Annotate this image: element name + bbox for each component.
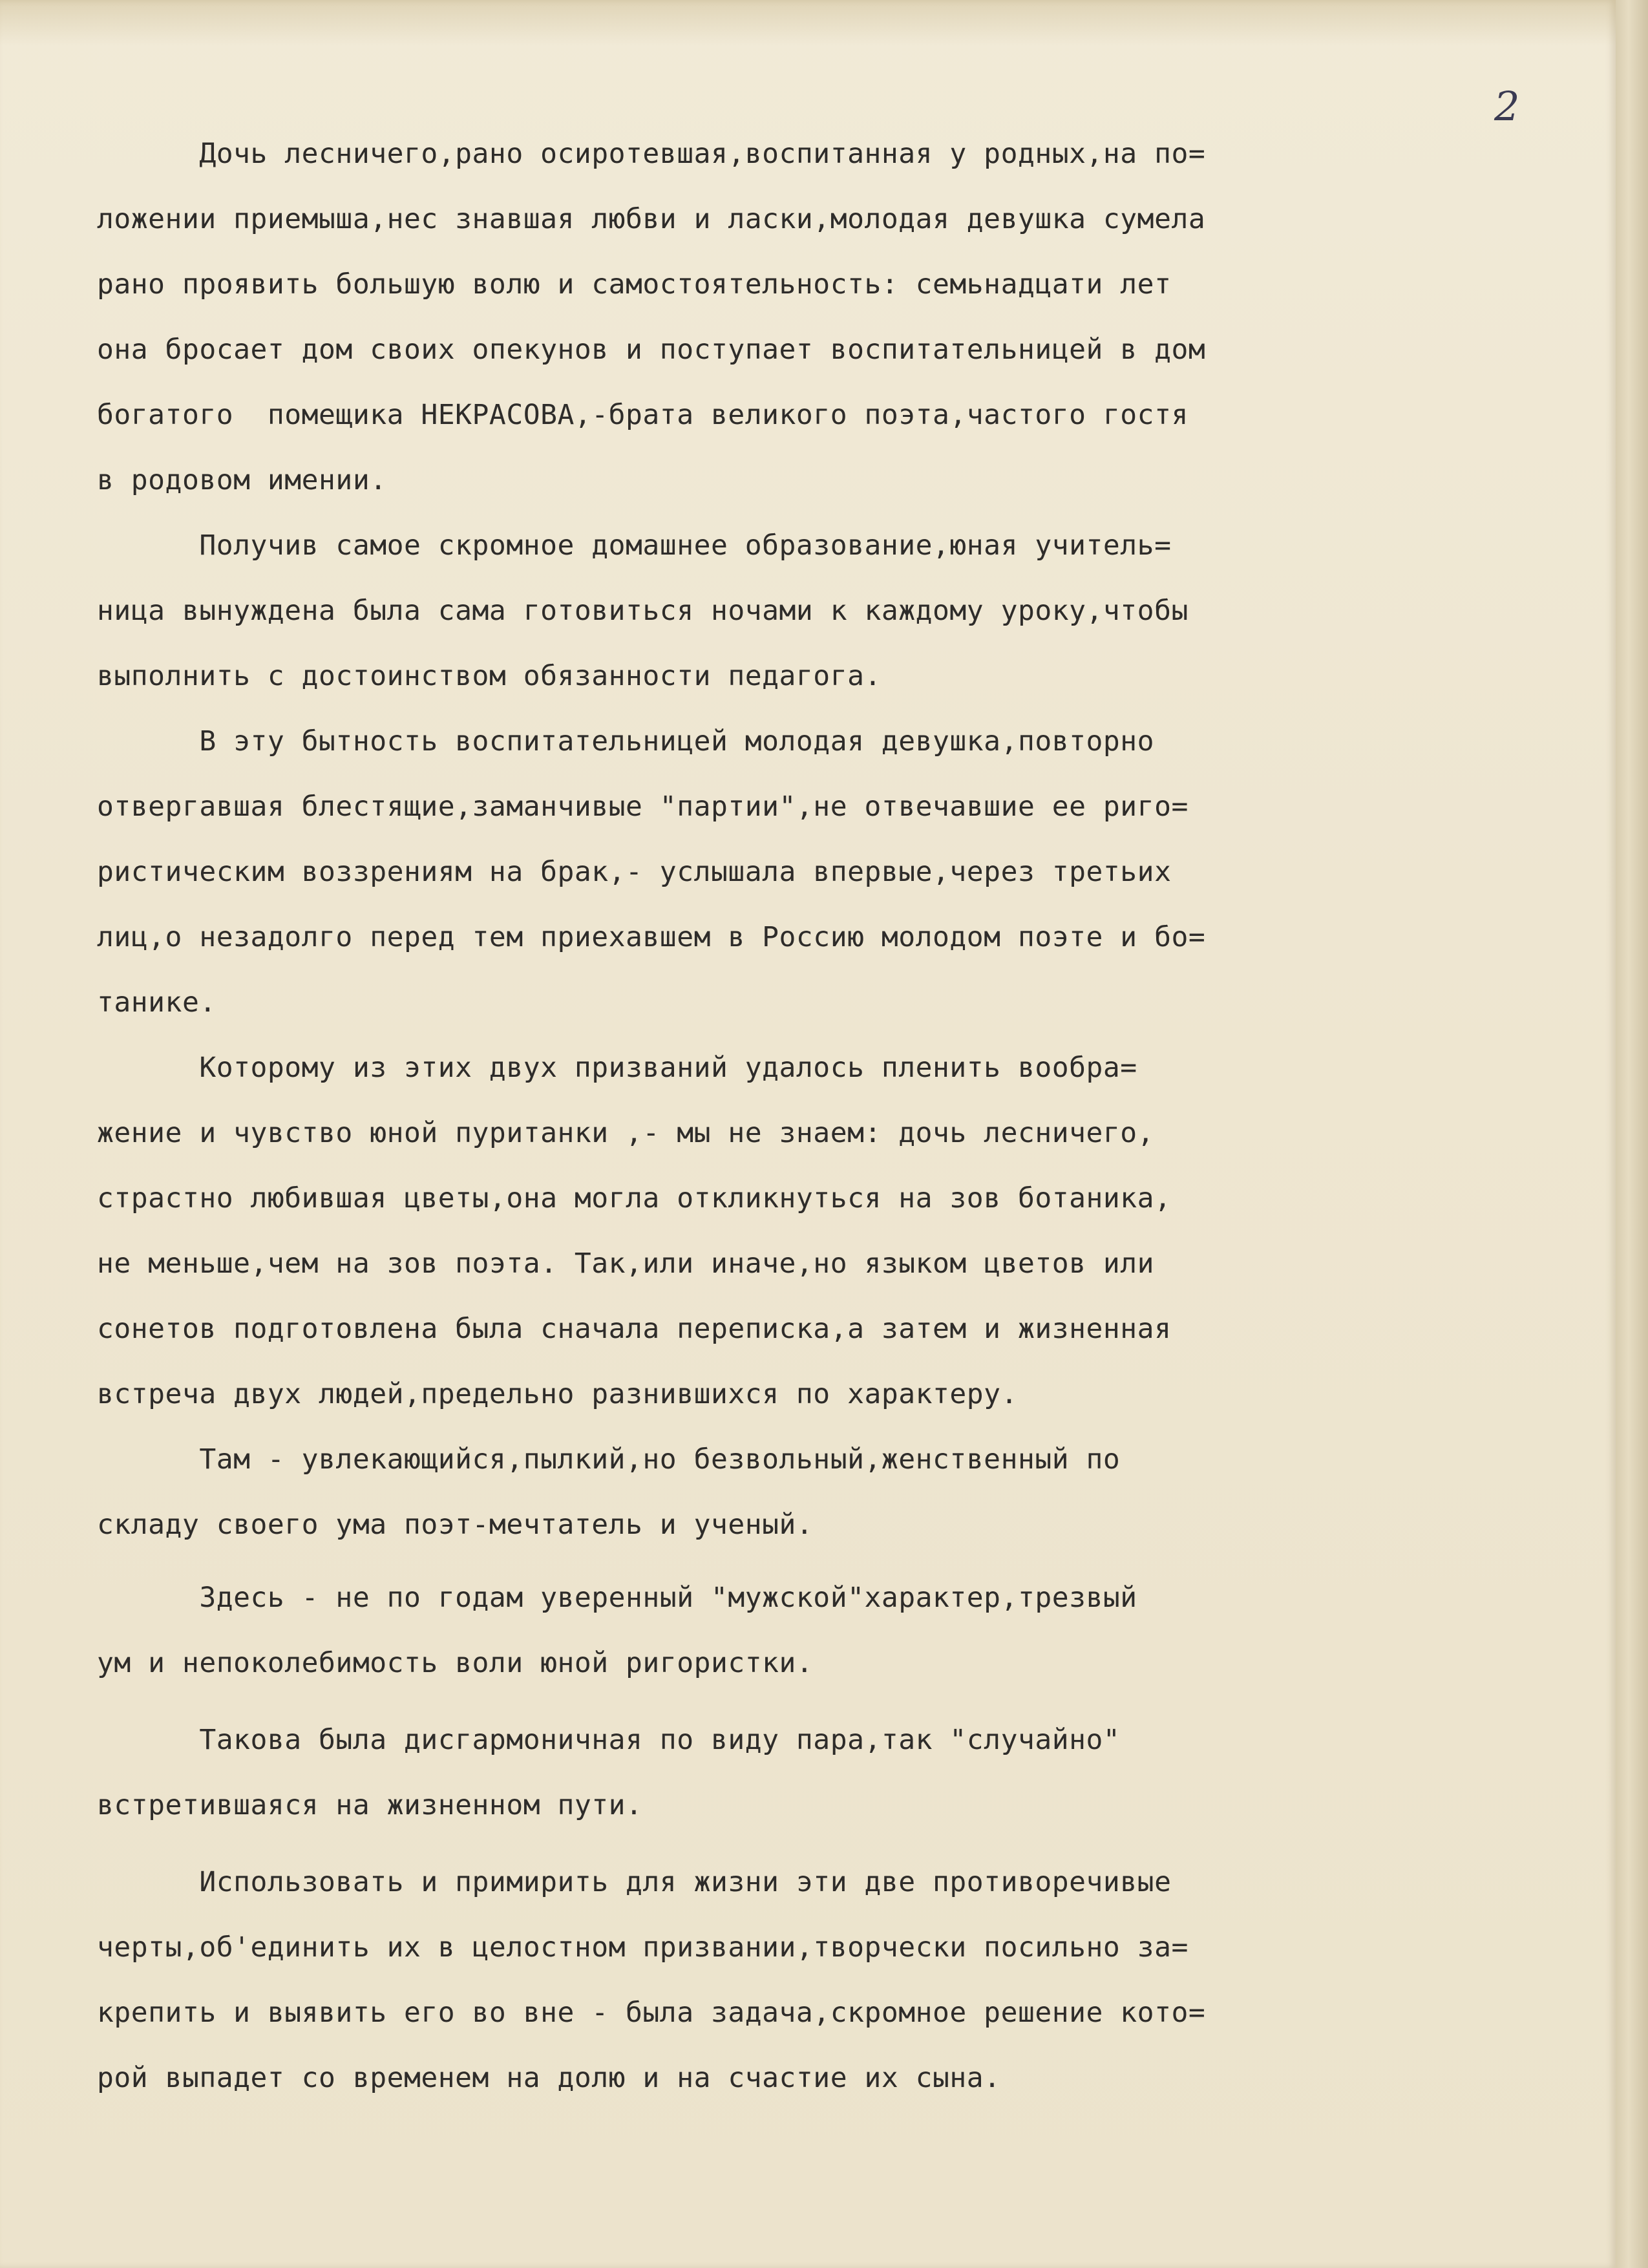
text-line: ница вынуждена была сама готовиться ночами к каждому уроку,чтобы: [97, 595, 1188, 627]
text-line: жение и чувство юной пуританки ,- мы не знаем: дочь лесничего,: [97, 1117, 1155, 1149]
paper-stain: [0, 0, 1616, 45]
text-line: рано проявить большую волю и самостоятельность: семьнадцати лет: [97, 268, 1172, 301]
text-line: Дочь лесничего,рано осиротевшая,воспитанная у родных,на по=: [97, 138, 1206, 170]
paragraph-gap: [97, 1838, 1558, 1850]
text-line: Использовать и примирить для жизни эти две противоречивые: [97, 1866, 1172, 1898]
typewritten-text: [97, 122, 1558, 2111]
text-line: выполнить с достоинством обязанности педагога.: [97, 660, 882, 692]
text-line: страстно любившая цветы,она могла откликнуться на зов ботаника,: [97, 1182, 1172, 1214]
text-line: складу своего ума поэт-мечтатель и ученый.: [97, 1509, 814, 1541]
text-line: богатого помещика НЕКРАСОВА,-брата великого поэта,частого гостя: [97, 399, 1188, 431]
text-line: рой выпадет со временем на долю и на счастие их сына.: [97, 2062, 1001, 2094]
page-number: 2: [1494, 83, 1520, 130]
text-line: в родовом имении.: [97, 464, 387, 496]
text-line: В эту бытность воспитательницей молодая девушка,повторно: [97, 725, 1155, 758]
text-line: лиц,о незадолго перед тем приехавшем в Россию молодом поэте и бо=: [97, 921, 1206, 953]
text-line: она бросает дом своих опекунов и поступает воспитательницей в дом: [97, 334, 1206, 366]
text-line: сонетов подготовлена была сначала переписка,а затем и жизненная: [97, 1313, 1172, 1345]
text-line: ложении приемыша,нес знавшая любви и ласки,молодая девушка сумела: [97, 203, 1206, 235]
text-line: Такова была дисгармоничная по виду пара,так "случайно": [97, 1724, 1121, 1756]
text-line: встреча двух людей,предельно разнившихся по характеру.: [97, 1378, 1018, 1410]
paper-edge: [1616, 0, 1648, 2268]
text-line: Получив самое скромное домашнее образование,юная учитель=: [97, 529, 1172, 562]
text-line: отвергавшая блестящие,заманчивые "партии",не отвечавшие ее риго=: [97, 790, 1188, 823]
text-line: не меньше,чем на зов поэта. Так,или иначе,но языком цветов или: [97, 1247, 1155, 1280]
text-line: крепить и выявить его во вне - была задача,скромное решение кото=: [97, 1997, 1206, 2029]
paragraph-gap: [97, 1558, 1558, 1565]
text-line: Там - увлекающийся,пылкий,но безвольный,женственный по: [97, 1443, 1121, 1476]
text-line: ум и непоколебимость воли юной ригористки.: [97, 1647, 814, 1679]
text-line: черты,об'единить их в целостном призвании,творчески посильно за=: [97, 1931, 1188, 1964]
text-line: танике.: [97, 986, 217, 1019]
text-line: Которому из этих двух призваний удалось пленить вообра=: [97, 1052, 1137, 1084]
paragraph-gap: [97, 1696, 1558, 1708]
text-line: встретившаяся на жизненном пути.: [97, 1789, 643, 1821]
text-line: ристическим воззрениям на брак,- услышала впервые,через третьих: [97, 856, 1172, 888]
text-line: Здесь - не по годам уверенный "мужской"характер,трезвый: [97, 1582, 1137, 1614]
